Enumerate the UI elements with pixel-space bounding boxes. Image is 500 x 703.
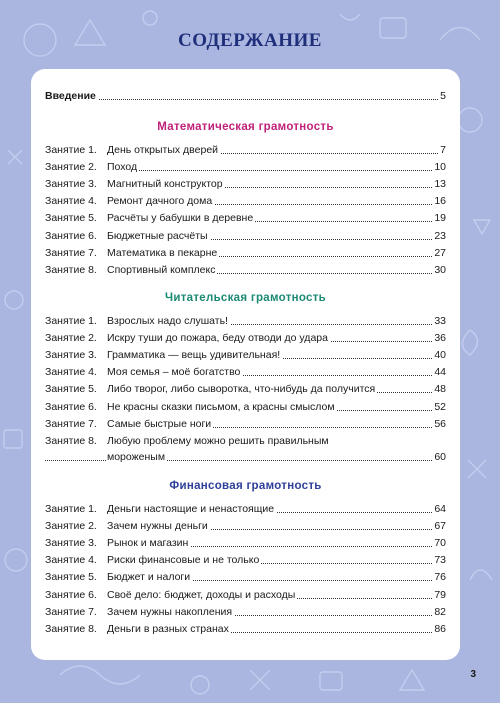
page-ref: 60	[434, 450, 446, 463]
section-heading-finance: Финансовая грамотность	[169, 480, 322, 492]
lesson-number: Занятие 8.	[45, 263, 97, 276]
toc-entry[interactable]	[45, 193, 446, 209]
entry-title: Занятие 3. Грамматика — вещь удивительная!	[45, 349, 281, 362]
lesson-number: Занятие 3.	[45, 178, 97, 191]
toc-entry[interactable]	[45, 313, 446, 329]
toc-entry[interactable]	[45, 501, 446, 517]
entry-title: Занятие 2. Искру туши до пожара, беду отводи до удара	[45, 332, 328, 345]
lesson-number: Занятие 8.	[45, 622, 97, 635]
page-ref: 10	[434, 161, 446, 174]
toc-card	[31, 69, 460, 660]
toc-entry[interactable]	[45, 159, 446, 175]
lesson-number: Занятие 7.	[45, 605, 97, 618]
lesson-number: Занятие 6.	[45, 588, 97, 601]
toc-entry[interactable]	[45, 621, 446, 637]
lesson-number: Занятие 7.	[45, 417, 97, 430]
entry-title: Занятие 7. Зачем нужны накопления	[45, 605, 233, 618]
page-ref: 52	[434, 400, 446, 413]
page-ref: 76	[434, 571, 446, 584]
toc-entry[interactable]	[45, 604, 446, 620]
toc-entry[interactable]	[45, 262, 446, 278]
entry-title: Занятие 5. Расчёты у бабушки в деревне	[45, 212, 254, 225]
toc-entry[interactable]	[45, 381, 446, 397]
lesson-number: Занятие 4.	[45, 366, 97, 379]
entry-title: Занятие 4. Риски финансовые и не только	[45, 554, 260, 567]
entry-title: Занятие 7. Математика в пекарне	[45, 246, 218, 259]
page-ref: 5	[440, 90, 446, 102]
entry-title-continued: мороженым	[107, 450, 166, 463]
entry-title: Занятие 7. Самые быстрые ноги	[45, 417, 212, 430]
toc-entry[interactable]	[45, 176, 446, 192]
lesson-number: Занятие 5.	[45, 383, 97, 396]
lesson-number: Занятие 5.	[45, 212, 97, 225]
lesson-number: Занятие 6.	[45, 400, 97, 413]
lesson-number: Занятие 4.	[45, 195, 97, 208]
toc-entry[interactable]	[45, 330, 446, 346]
lesson-number: Занятие 6.	[45, 229, 97, 242]
entry-title: Занятие 1. Деньги настоящие и ненастоящие	[45, 503, 275, 515]
toc-intro-row[interactable]	[45, 88, 446, 104]
page-ref: 82	[434, 605, 446, 618]
lesson-number: Занятие 8.	[45, 434, 97, 447]
section-heading-reading: Читательская грамотность	[164, 292, 327, 304]
toc-entry[interactable]	[45, 552, 446, 568]
entry-title: Занятие 2. Зачем нужны деньги	[45, 520, 208, 533]
toc-entry[interactable]	[45, 416, 446, 432]
entry-title: Занятие 3. Магнитный конструктор	[45, 178, 223, 191]
entry-title: Занятие 5. Бюджет и налоги	[45, 571, 191, 584]
page-ref: 23	[434, 229, 446, 242]
entry-title: Занятие 4. Моя семья – моё богатство	[45, 366, 241, 379]
section-heading-math: Математическая грамотность	[157, 121, 334, 133]
page-ref: 40	[434, 349, 446, 362]
page-ref: 27	[434, 246, 446, 259]
page-ref: 7	[440, 144, 446, 156]
lesson-number: Занятие 1.	[45, 315, 97, 327]
lesson-number: Занятие 1.	[45, 144, 97, 156]
entry-title: Занятие 6. Не красны сказки письмом, а красны смыслом	[45, 400, 335, 413]
entry-title: Занятие 6. Своё дело: бюджет, доходы и расходы	[45, 588, 296, 601]
toc-entry[interactable]	[45, 569, 446, 585]
toc-entry-continuation[interactable]	[45, 449, 446, 465]
page-ref: 64	[434, 503, 446, 515]
entry-title: Занятие 8. Деньги в разных странах	[45, 622, 229, 635]
page-ref: 48	[434, 383, 446, 396]
page-ref: 30	[434, 263, 446, 276]
lesson-number: Занятие 3.	[45, 349, 97, 362]
lesson-number: Занятие 4.	[45, 554, 97, 567]
page-ref: 36	[434, 332, 446, 345]
entry-title: Занятие 6. Бюджетные расчёты	[45, 229, 208, 242]
lesson-number: Занятие 1.	[45, 503, 97, 515]
toc-entry[interactable]	[45, 210, 446, 226]
toc-entry[interactable]	[45, 142, 446, 158]
lesson-number: Занятие 2.	[45, 520, 97, 533]
page-ref: 70	[434, 537, 446, 550]
page-ref: 79	[434, 588, 446, 601]
page-ref: 33	[434, 315, 446, 327]
entry-title: Занятие 2. Поход	[45, 161, 138, 174]
toc-entry[interactable]	[45, 347, 446, 363]
entry-title: Введение	[45, 90, 96, 102]
toc-entry[interactable]	[45, 518, 446, 534]
page-ref: 73	[434, 554, 446, 567]
page-ref: 16	[434, 195, 446, 208]
lesson-number: Занятие 3.	[45, 537, 97, 550]
entry-title: Занятие 1. Взрослых надо слушать!	[45, 315, 228, 327]
lesson-number: Занятие 7.	[45, 246, 97, 259]
entry-title: Занятие 5. Либо творог, либо сыворотка, что-нибудь да получится	[45, 383, 376, 396]
toc-entry[interactable]	[45, 587, 446, 603]
page-ref: 19	[434, 212, 446, 225]
page-ref: 13	[434, 178, 446, 191]
page-ref: 44	[434, 366, 446, 379]
toc-entry[interactable]	[45, 245, 446, 261]
toc-entry[interactable]	[45, 228, 446, 244]
page-number: 3	[470, 669, 476, 680]
entry-title: Занятие 8. Спортивный комплекс	[45, 263, 216, 276]
toc-entry[interactable]	[45, 535, 446, 551]
dot-leader	[45, 99, 446, 100]
entry-title: Занятие 3. Рынок и магазин	[45, 537, 189, 550]
lesson-number: Занятие 2.	[45, 161, 97, 174]
toc-entry[interactable]	[45, 364, 446, 380]
page-ref: 67	[434, 520, 446, 533]
page-ref: 86	[434, 622, 446, 635]
page-title: СОДЕРЖАНИЕ	[178, 30, 322, 51]
toc-entry[interactable]	[45, 399, 446, 415]
toc-entry[interactable]	[45, 433, 446, 449]
entry-title: Занятие 8. Любую проблему можно решить правильным	[45, 434, 329, 447]
entry-title: Занятие 1. День открытых дверей	[45, 144, 219, 156]
dot-leader	[45, 460, 446, 461]
lesson-number: Занятие 5.	[45, 571, 97, 584]
page-ref: 56	[434, 417, 446, 430]
lesson-number: Занятие 2.	[45, 332, 97, 345]
entry-title: Занятие 4. Ремонт дачного дома	[45, 195, 213, 208]
